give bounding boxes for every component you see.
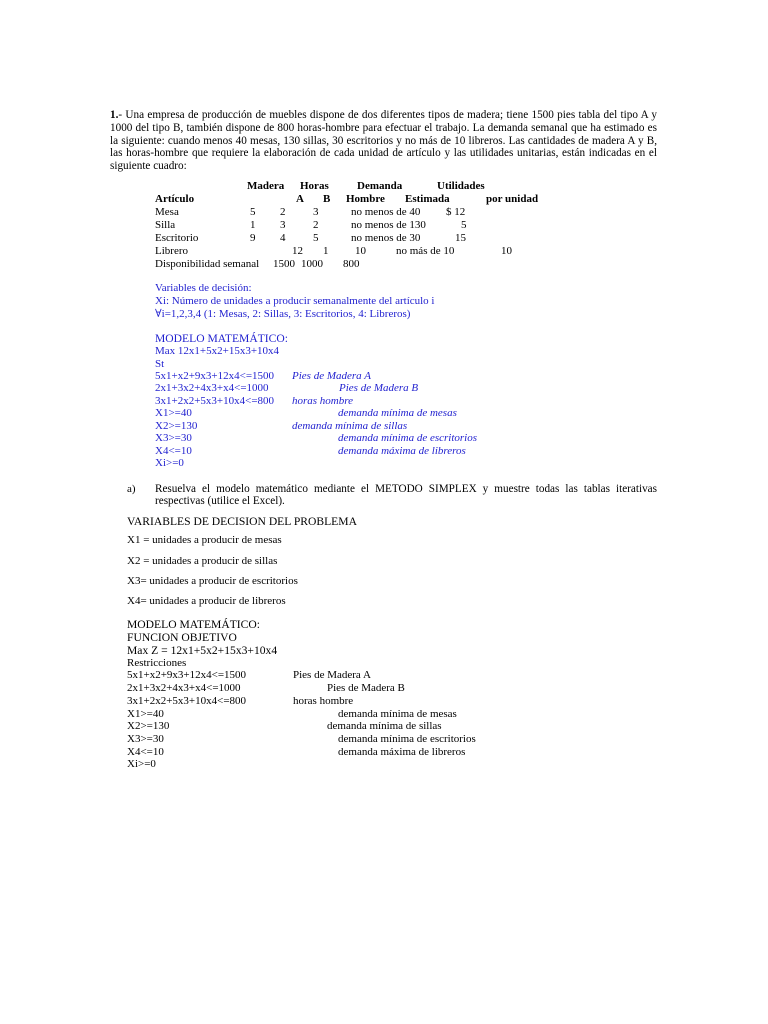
row-mesa-a: 5: [250, 206, 256, 218]
model2-restrictions-label: Restricciones: [127, 657, 187, 669]
model1-c2-expr: 2x1+3x2+4x3+x4<=1000: [155, 382, 269, 394]
model1-c4-label: demanda mínima de mesas: [338, 407, 457, 419]
model1-c5-label: demanda mínima de sillas: [292, 420, 408, 432]
row-mesa-demanda: no menos de 40: [351, 206, 421, 218]
model1-c6-expr: X3>=30: [155, 432, 192, 444]
row-librero-b: 1: [323, 245, 329, 257]
header-a: A: [296, 193, 304, 205]
row-librero-a: 12: [292, 245, 303, 257]
variables-title: VARIABLES DE DECISION DEL PROBLEMA: [127, 515, 357, 528]
model1-c1-label: Pies de Madera A: [292, 370, 371, 382]
row-escritorio-articulo: Escritorio: [155, 232, 199, 244]
decision-vars-line2: ∀i=1,2,3,4 (1: Mesas, 2: Sillas, 3: Escritorios, 4: Libreros): [155, 308, 411, 320]
header-por-unidad: por unidad: [486, 193, 539, 205]
model2-c2-label: Pies de Madera B: [327, 682, 405, 694]
row-silla-demanda: no menos de 130: [351, 219, 426, 231]
model2-c2-expr: 2x1+3x2+4x3+x4<=1000: [127, 682, 241, 694]
model2-c4-label: demanda mínima de mesas: [338, 708, 457, 720]
header-horas: Horas: [300, 180, 329, 192]
model1-c2-label: Pies de Madera B: [339, 382, 419, 394]
question-a-text: Resuelva el modelo matemático mediante el METODO SIMPLEX y muestre todas las tablas iterativas respectivas (utilice el Excel).: [155, 483, 657, 508]
header-utilidades: Utilidades: [437, 180, 485, 192]
row-mesa-articulo: Mesa: [155, 206, 179, 218]
header-madera: Madera: [247, 180, 285, 192]
model1-c8-expr: Xi>=0: [155, 457, 184, 469]
model1-c1-expr: 5x1+x2+9x3+12x4<=1500: [155, 370, 275, 382]
decision-vars-line1: Xi: Número de unidades a producir semanalmente del artículo i: [155, 295, 435, 307]
problem-number: 1.: [110, 109, 119, 121]
model2-c6-label: demanda mínima de escritorios: [338, 733, 476, 745]
model2-objective: Max Z = 12x1+5x2+15x3+10x4: [127, 644, 278, 657]
header-hombre: Hombre: [346, 193, 385, 205]
row-escritorio-a: 9: [250, 232, 256, 244]
model1-c6-label: demanda mínima de escritorios: [338, 432, 478, 444]
model2-c4-expr: X1>=40: [127, 708, 164, 720]
model2-c3-expr: 3x1+2x2+5x3+10x4<=800: [127, 695, 247, 707]
model2-c1-expr: 5x1+x2+9x3+12x4<=1500: [127, 669, 247, 681]
row-escritorio-utilidad: 15: [455, 232, 466, 244]
header-b: B: [323, 193, 331, 205]
model2-c7-label: demanda máxima de libreros: [338, 746, 466, 758]
availability-horas: 800: [343, 258, 360, 270]
model1-objective: Max 12x1+5x2+15x3+10x4: [155, 345, 280, 357]
model1-c5-expr: X2>=130: [155, 420, 198, 432]
row-librero-demanda: no más de 10: [396, 245, 455, 257]
model1-st: St: [155, 358, 165, 370]
model2-c6-expr: X3>=30: [127, 733, 164, 745]
model1-title: MODELO MATEMÁTICO:: [155, 332, 288, 345]
model1-c3-label: horas hombre: [292, 395, 354, 407]
question-a-marker: a): [127, 483, 136, 495]
decision-vars-title: Variables de decisión:: [155, 282, 252, 294]
model2-subtitle: FUNCION OBJETIVO: [127, 631, 237, 644]
row-librero-horas: 10: [355, 245, 366, 257]
problem-text: - Una empresa de producción de muebles dispone de dos diferentes tipos de madera; tiene 1500 pies tabla del tipo A y 1000 del tipo B, también dispone de 800 horas-hombre para efectuar el trabajo. La demanda semanal que ha estimado es la siguiente: cuando menos 40 mesas, 130 sillas, 30 escritorios y no más de 10 libreros. Las cantidades de madera A y B, las horas-hombre que requiere la elaboración de cada unidad de artículo y las utilidades unitarias, están indicadas en el siguiente cuadro:: [110, 109, 657, 173]
row-librero-utilidad: 10: [501, 245, 512, 257]
model2-c7-expr: X4<=10: [127, 746, 164, 758]
header-articulo: Artículo: [155, 193, 195, 205]
model1-c3-expr: 3x1+2x2+5x3+10x4<=800: [155, 395, 275, 407]
row-mesa-b: 2: [280, 206, 286, 218]
variable-x1: X1 = unidades a producir de mesas: [127, 534, 282, 546]
model2-c1-label: Pies de Madera A: [293, 669, 371, 681]
model2-c5-expr: X2>=130: [127, 720, 170, 732]
row-silla-b: 3: [280, 219, 286, 231]
row-librero-articulo: Librero: [155, 245, 188, 257]
row-mesa-horas: 3: [313, 206, 319, 218]
header-estimada: Estimada: [405, 193, 450, 205]
row-silla-a: 1: [250, 219, 256, 231]
header-demanda: Demanda: [357, 180, 403, 192]
problem-statement: [110, 109, 657, 173]
model1-c4-expr: X1>=40: [155, 407, 192, 419]
variable-x4: X4= unidades a producir de libreros: [127, 595, 286, 607]
variable-x3: X3= unidades a producir de escritorios: [127, 575, 298, 587]
model2-c8-expr: Xi>=0: [127, 758, 156, 770]
availability-b: 1000: [301, 258, 323, 270]
row-escritorio-horas: 5: [313, 232, 319, 244]
row-silla-articulo: Silla: [155, 219, 176, 231]
row-escritorio-b: 4: [280, 232, 286, 244]
model2-title: MODELO MATEMÁTICO:: [127, 618, 260, 631]
row-silla-utilidad: 5: [461, 219, 467, 231]
availability-label: Disponibilidad semanal: [155, 258, 260, 270]
variable-x2: X2 = unidades a producir de sillas: [127, 555, 278, 567]
model2-c3-label: horas hombre: [293, 695, 354, 707]
availability-a: 1500: [273, 258, 295, 270]
model1-c7-label: demanda máxima de libreros: [338, 445, 466, 457]
model1-c7-expr: X4<=10: [155, 445, 192, 457]
model2-c5-label: demanda mínima de sillas: [327, 720, 442, 732]
row-escritorio-demanda: no menos de 30: [351, 232, 421, 244]
row-silla-horas: 2: [313, 219, 319, 231]
row-mesa-utilidad: $ 12: [446, 206, 466, 218]
